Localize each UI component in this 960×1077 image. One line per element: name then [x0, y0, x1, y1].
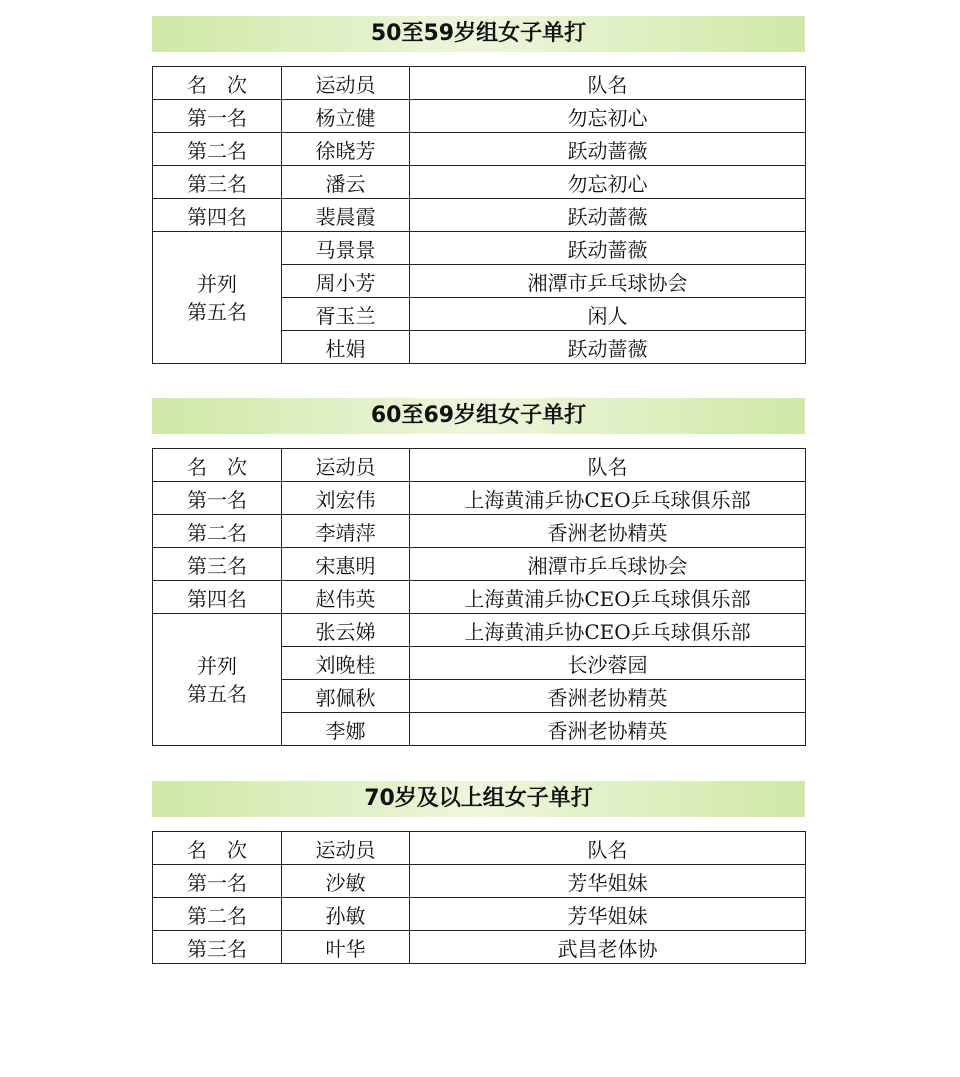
team-cell: 香洲老协精英	[410, 680, 806, 713]
team-cell: 湘潭市乒乓球协会	[410, 265, 806, 298]
results-table	[152, 448, 806, 746]
header-team: 队名	[410, 449, 806, 482]
header-rank: 名 次	[153, 449, 282, 482]
header-athlete: 运动员	[282, 67, 410, 100]
athlete-cell: 胥玉兰	[282, 298, 410, 331]
table-row	[153, 614, 806, 647]
rank-cell: 第一名	[153, 482, 282, 515]
header-athlete: 运动员	[282, 832, 410, 865]
athlete-cell: 沙敏	[282, 865, 410, 898]
team-cell: 跃动蔷薇	[410, 133, 806, 166]
table-row	[153, 166, 806, 199]
team-cell: 勿忘初心	[410, 100, 806, 133]
section-title: 60至69岁组女子单打	[152, 398, 805, 434]
section-60-69	[152, 398, 805, 746]
table-row	[153, 232, 806, 265]
rank-cell: 第四名	[153, 581, 282, 614]
team-cell: 香洲老协精英	[410, 515, 806, 548]
athlete-cell: 张云娣	[282, 614, 410, 647]
table-row	[153, 581, 806, 614]
section-70-plus	[152, 781, 805, 964]
athlete-cell: 徐晓芳	[282, 133, 410, 166]
tied-rank-line1: 并列	[197, 271, 237, 296]
athlete-cell: 赵伟英	[282, 581, 410, 614]
results-table	[152, 66, 806, 364]
athlete-cell: 宋惠明	[282, 548, 410, 581]
team-cell: 武昌老体协	[410, 931, 806, 964]
table-row	[153, 100, 806, 133]
rank-cell: 第三名	[153, 166, 282, 199]
athlete-cell: 裴晨霞	[282, 199, 410, 232]
athlete-cell: 李娜	[282, 713, 410, 746]
athlete-cell: 潘云	[282, 166, 410, 199]
team-cell: 跃动蔷薇	[410, 331, 806, 364]
header-athlete: 运动员	[282, 449, 410, 482]
team-cell: 芳华姐妹	[410, 865, 806, 898]
tied-rank-line2: 第五名	[187, 299, 247, 324]
athlete-cell: 郭佩秋	[282, 680, 410, 713]
rank-cell: 第一名	[153, 865, 282, 898]
athlete-cell: 刘宏伟	[282, 482, 410, 515]
team-cell: 上海黄浦乒协CEO乒乓球俱乐部	[410, 482, 806, 515]
table-row	[153, 898, 806, 931]
athlete-cell: 马景景	[282, 232, 410, 265]
tied-rank-line1: 并列	[197, 653, 237, 678]
table-row	[153, 133, 806, 166]
team-cell: 湘潭市乒乓球协会	[410, 548, 806, 581]
team-cell: 跃动蔷薇	[410, 199, 806, 232]
table-row	[153, 199, 806, 232]
table-row	[153, 548, 806, 581]
section-title: 70岁及以上组女子单打	[152, 781, 805, 817]
table-row	[153, 865, 806, 898]
team-cell: 上海黄浦乒协CEO乒乓球俱乐部	[410, 581, 806, 614]
results-table	[152, 831, 806, 964]
athlete-cell: 周小芳	[282, 265, 410, 298]
athlete-cell: 杜娟	[282, 331, 410, 364]
rank-cell: 第三名	[153, 548, 282, 581]
header-rank: 名 次	[153, 832, 282, 865]
table-header-row	[153, 67, 806, 100]
rank-cell: 第二名	[153, 515, 282, 548]
team-cell: 闲人	[410, 298, 806, 331]
table-row	[153, 515, 806, 548]
team-cell: 勿忘初心	[410, 166, 806, 199]
table-header-row	[153, 832, 806, 865]
athlete-cell: 李靖萍	[282, 515, 410, 548]
team-cell: 香洲老协精英	[410, 713, 806, 746]
team-cell: 上海黄浦乒协CEO乒乓球俱乐部	[410, 614, 806, 647]
tied-rank-cell	[153, 614, 282, 746]
rank-cell: 第二名	[153, 133, 282, 166]
rank-cell: 第四名	[153, 199, 282, 232]
table-row	[153, 482, 806, 515]
rank-cell: 第三名	[153, 931, 282, 964]
tied-rank-cell	[153, 232, 282, 364]
athlete-cell: 刘晚桂	[282, 647, 410, 680]
athlete-cell: 杨立健	[282, 100, 410, 133]
table-header-row	[153, 449, 806, 482]
rank-cell: 第二名	[153, 898, 282, 931]
athlete-cell: 叶华	[282, 931, 410, 964]
header-team: 队名	[410, 67, 806, 100]
rank-cell: 第一名	[153, 100, 282, 133]
header-rank: 名 次	[153, 67, 282, 100]
section-50-59	[152, 16, 805, 364]
table-row	[153, 931, 806, 964]
team-cell: 长沙蓉园	[410, 647, 806, 680]
tied-rank-line2: 第五名	[187, 681, 247, 706]
section-title: 50至59岁组女子单打	[152, 16, 805, 52]
team-cell: 芳华姐妹	[410, 898, 806, 931]
team-cell: 跃动蔷薇	[410, 232, 806, 265]
header-team: 队名	[410, 832, 806, 865]
athlete-cell: 孙敏	[282, 898, 410, 931]
